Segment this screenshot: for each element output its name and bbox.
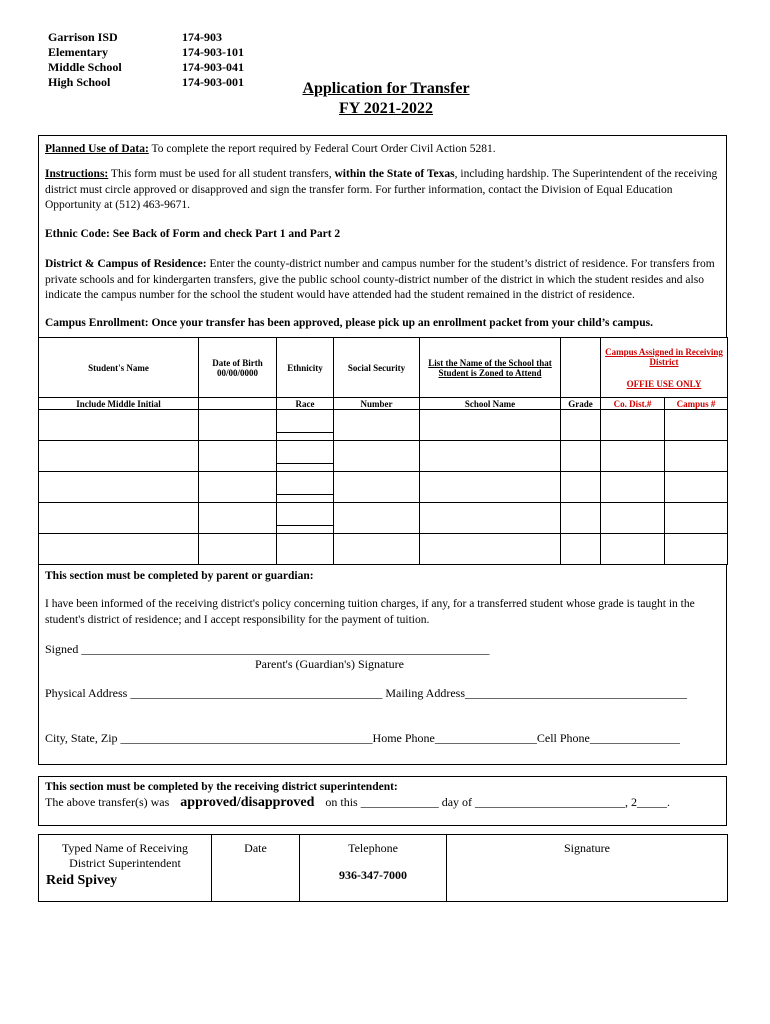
table-row[interactable] xyxy=(39,534,728,565)
telephone-cell xyxy=(300,835,447,902)
planned-use xyxy=(45,142,725,158)
district-label: District & Campus of Residence: xyxy=(45,258,207,270)
header-code: 174-903-041 xyxy=(182,60,244,74)
approval-text: The above transfer(s) was xyxy=(45,795,170,809)
header-code: 174-903-101 xyxy=(182,45,244,59)
header-name: Elementary xyxy=(48,45,108,59)
table-row[interactable] xyxy=(39,472,728,503)
office-use-label: OFFIE USE ONLY xyxy=(626,378,702,389)
date-cell[interactable]: Date xyxy=(212,835,300,902)
dob-label: Date of Birth xyxy=(212,357,263,368)
instructions-text: This form must be used for all student transfers, xyxy=(108,168,335,180)
col-grade: Grade xyxy=(561,398,601,410)
col-ethnicity: Ethnicity xyxy=(277,338,334,398)
col-dob xyxy=(199,338,277,398)
header-name: Garrison ISD xyxy=(48,30,118,44)
superintendent-heading: This section must be completed by the receiving district superintendent: xyxy=(45,781,398,793)
campus-enrollment: Campus Enrollment: Once your transfer has been approved, please pick up an enrollment packet from your child’s campus. xyxy=(45,317,653,329)
campus-assigned-label: Campus Assigned in Receiving District xyxy=(605,346,723,367)
address-line[interactable]: Physical Address __________________________________________ Mailing Address_____________________________________ xyxy=(45,686,687,700)
header-name: High School xyxy=(48,75,111,89)
table-row[interactable] xyxy=(39,503,728,534)
student-table xyxy=(38,337,728,565)
header-code: 174-903 xyxy=(182,30,222,44)
parent-signature-caption: Parent's (Guardian's) Signature xyxy=(255,657,404,671)
col-campus-assigned xyxy=(601,338,728,398)
col-school-name: School Name xyxy=(420,398,561,410)
table-row[interactable] xyxy=(39,441,728,472)
col-grade-blank xyxy=(561,338,601,398)
district-paragraph xyxy=(45,257,725,304)
tuition-statement: I have been informed of the receiving district's policy concerning tuition charges, if any, for a transferred student whose grade is taught in the student's district of residence; and I accept responsibility for the payment of tuition. xyxy=(45,598,695,626)
col-co-dist: Co. Dist.# xyxy=(601,398,665,410)
planned-label: Planned Use of Data: xyxy=(45,143,149,155)
col-school-zoned: List the Name of the School that Student is Zoned to Attend xyxy=(420,338,561,398)
col-race: Race xyxy=(277,398,334,410)
col-student-name: Student's Name xyxy=(39,338,199,398)
instructions-text-2: , including hardship. The Superintendent of the receiving district must circle approved or disapproved and sign the transfer form. For further information, contact the Division of Equal Education Opportunity at (512) 463-9671. xyxy=(45,168,718,211)
col-number: Number xyxy=(334,398,420,410)
col-ssn: Social Security xyxy=(334,338,420,398)
superintendent-signature-table xyxy=(38,834,728,902)
table-row[interactable] xyxy=(39,410,728,441)
typed-name-cell xyxy=(39,835,212,902)
instructions-label: Instructions: xyxy=(45,168,109,180)
signature-cell[interactable]: Signature xyxy=(447,835,728,902)
telephone-label: Telephone xyxy=(348,841,398,855)
parent-signature-line[interactable]: Signed ____________________________________________________________________ xyxy=(45,642,490,656)
approval-line xyxy=(45,795,725,811)
instructions-bold: within the State of Texas xyxy=(334,168,455,180)
header-code: 174-903-001 xyxy=(182,75,244,89)
instructions-paragraph xyxy=(45,167,725,214)
page-subtitle: FY 2021-2022 xyxy=(338,100,434,117)
parent-heading: This section must be completed by parent or guardian: xyxy=(45,570,314,582)
header-name: Middle School xyxy=(48,60,122,74)
col-campus-num: Campus # xyxy=(665,398,728,410)
city-phone-line[interactable]: City, State, Zip __________________________________________Home Phone_________________Cell Phone_______________ xyxy=(45,731,680,745)
typed-name-label: Typed Name of Receiving District Superintendent xyxy=(61,841,189,870)
approval-date-line[interactable]: on this _____________ day of _________________________, 2_____. xyxy=(325,795,671,809)
cell xyxy=(199,398,277,410)
telephone-value: 936-347-7000 xyxy=(339,868,407,882)
col-middle-initial: Include Middle Initial xyxy=(39,398,199,410)
ethnic-code: Ethnic Code: See Back of Form and check Part 1 and Part 2 xyxy=(45,228,341,240)
dob-format: 00/00/0000 xyxy=(216,367,258,378)
planned-text: To complete the report required by Federal Court Order Civil Action 5281. xyxy=(148,143,496,155)
approved-disapproved[interactable]: approved/disapproved xyxy=(180,795,315,810)
page-title: Application for Transfer xyxy=(302,80,470,97)
superintendent-name: Reid Spivey xyxy=(46,873,118,888)
district-text: Enter the county-district number and campus number for the student’s district of residence. For transfers from private schools and for kindergarten transfers, give the public school county-district number of the district in which the student resides and also indicate the campus number for the school the student would have attended had the student remained in the district of residence. xyxy=(45,258,715,301)
